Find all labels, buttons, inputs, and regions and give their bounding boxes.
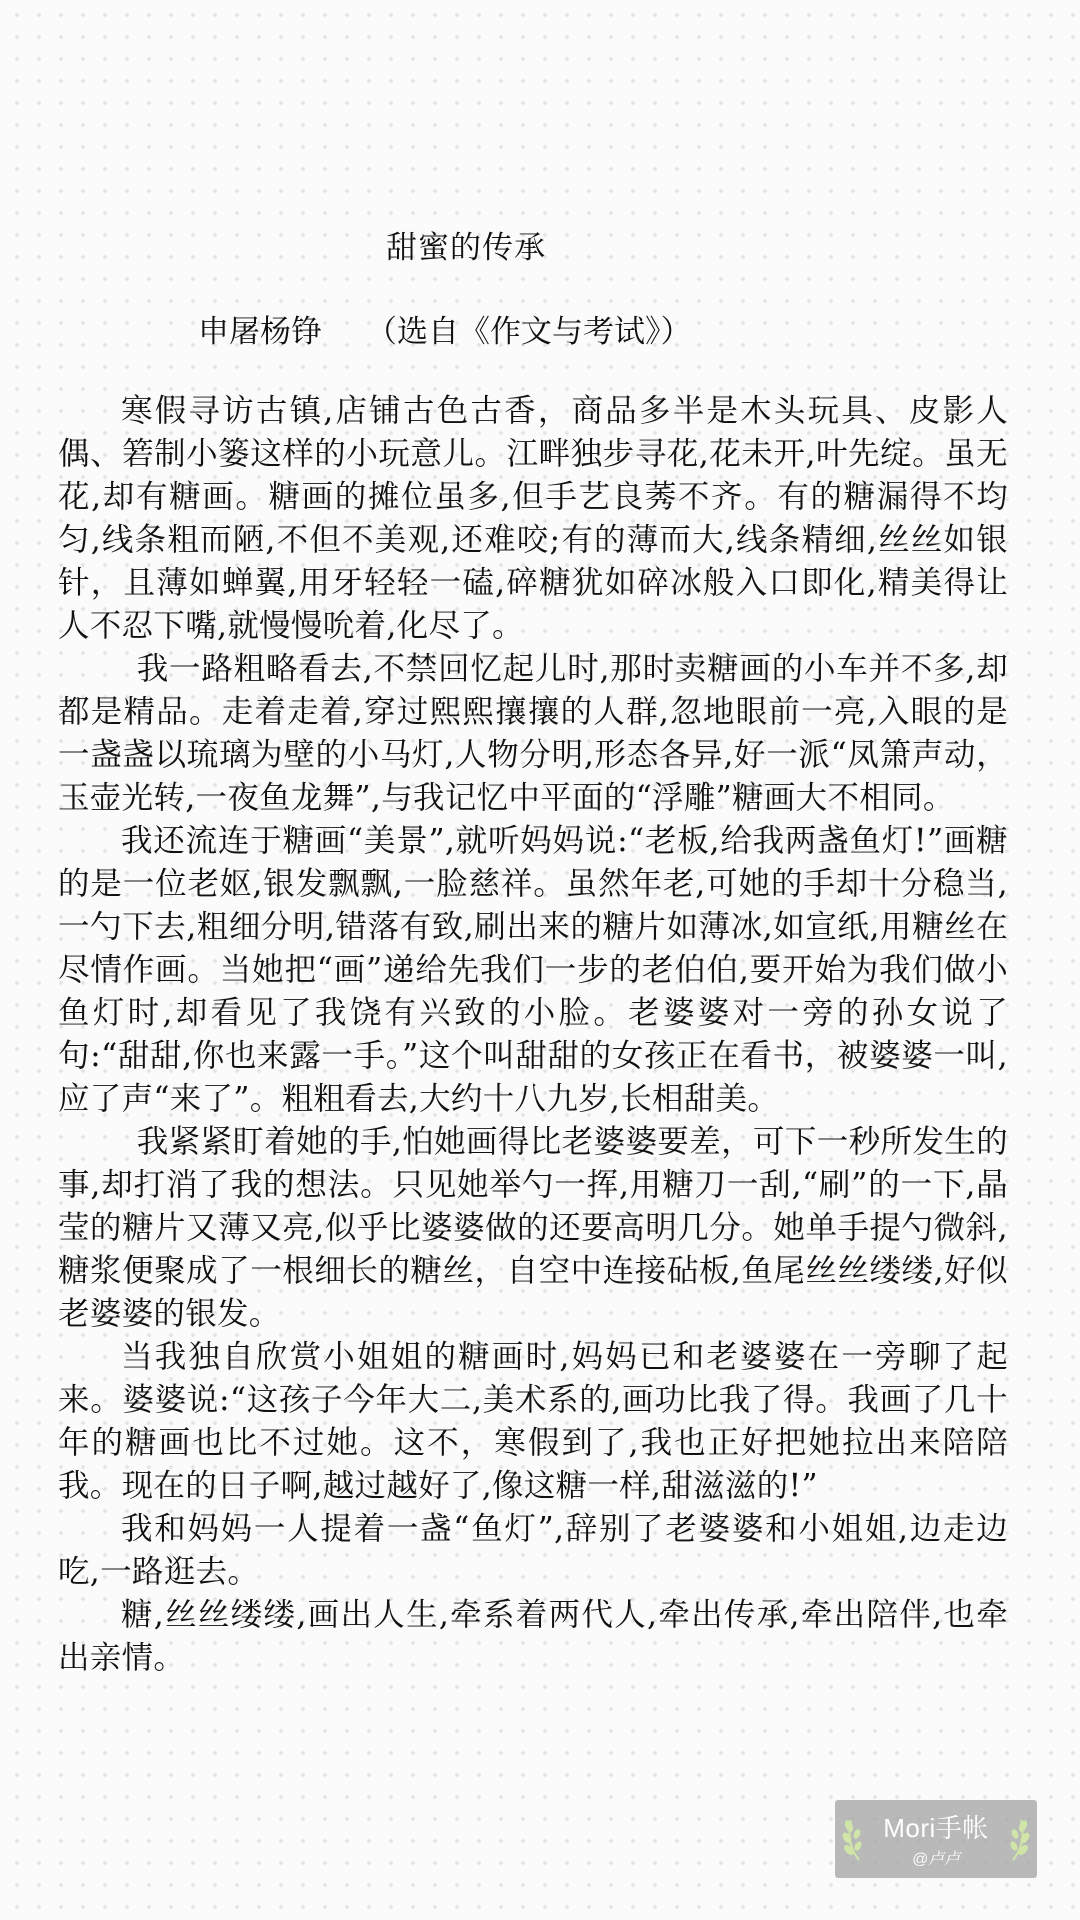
watermark-handle: @卢卢 [911, 1851, 961, 1868]
essay-body [58, 390, 1008, 1680]
app-watermark [835, 1800, 1037, 1878]
paragraph-7: 糖,丝丝缕缕,画出人生,牵系着两代人,牵出传承,牵出陪伴,也牵出亲情。 [58, 1597, 1008, 1676]
source-citation: （选自《作文与考试》） [366, 314, 692, 350]
author-name: 申屠杨铮 [198, 314, 322, 350]
watermark-brand: Mori手帐 [883, 1813, 989, 1843]
byline [198, 306, 692, 351]
laurel-leaf-icon [1005, 1812, 1031, 1862]
essay-title: 甜蜜的传承 [386, 230, 546, 266]
paragraph-1: 寒假寻访古镇,店铺古色古香，商品多半是木头玩具、皮影人偶、箬制小篓这样的小玩意儿。江畔独步寻花,花未开,叶先绽。虽无花,却有糖画。糖画的摊位虽多,但手艺良莠不齐。有的糖漏得不均匀,线条粗而陋,不但不美观,还难咬;有的薄而大,线条精细,丝丝如银针，且薄如蝉翼,用牙轻轻一磕,碎糖犹如碎冰般入口即化,精美得让人不忍下嘴,就慢慢吮着,化尽了。 [58, 393, 1008, 644]
paragraph-5: 当我独自欣赏小姐姐的糖画时,妈妈已和老婆婆在一旁聊了起来。婆婆说:“这孩子今年大二,美术系的,画功比我了得。我画了几十年的糖画也比不过她。这不，寒假到了,我也正好把她拉出来陪陪我。现在的日子啊,越过越好了,像这糖一样,甜滋滋的!” [58, 1339, 1008, 1504]
paragraph-3: 我还流连于糖画“美景”,就听妈妈说:“老板,给我两盏鱼灯!”画糖的是一位老妪,银发飘飘,一脸慈祥。虽然年老,可她的手却十分稳当,一勺下去,粗细分明,错落有致,刷出来的糖片如薄冰,如宣纸,用糖丝在尽情作画。当她把“画”递给先我们一步的老伯伯,要开始为我们做小鱼灯时,却看见了我饶有兴致的小脸。老婆婆对一旁的孙女说了句:“甜甜,你也来露一手。”这个叫甜甜的女孩正在看书，被婆婆一叫,应了声“来了”。粗粗看去,大约十八九岁,长相甜美。 [58, 823, 1008, 1117]
paragraph-6: 我和妈妈一人提着一盏“鱼灯”,辞别了老婆婆和小姐姐,边走边吃,一路逛去。 [58, 1511, 1008, 1590]
paragraph-2: 我一路粗略看去,不禁回忆起儿时,那时卖糖画的小车并不多,却都是精品。走着走着,穿过熙熙攘攘的人群,忽地眼前一亮,入眼的是一盏盏以琉璃为壁的小马灯,人物分明,形态各异,好一派“凤箫声动，玉壶光转,一夜鱼龙舞”,与我记忆中平面的“浮雕”糖画大不相同。 [58, 651, 1008, 816]
paragraph-4: 我紧紧盯着她的手,怕她画得比老婆婆要差，可下一秒所发生的事,却打消了我的想法。只见她举勺一挥,用糖刀一刮,“刷”的一下,晶莹的糖片又薄又亮,似乎比婆婆做的还要高明几分。她单手提勺微斜,糖浆便聚成了一根细长的糖丝，自空中连接砧板,鱼尾丝丝缕缕,好似老婆婆的银发。 [58, 1124, 1008, 1332]
